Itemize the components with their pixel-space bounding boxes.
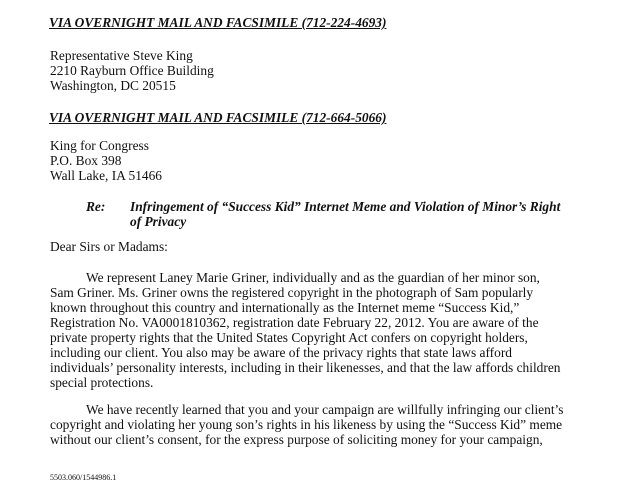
recipient-street: 2210 Rayburn Office Building <box>50 63 214 78</box>
paragraph-line: We have recently learned that you and your campaign are willfully infringing our client’s <box>86 402 564 417</box>
paragraph-line: special protections. <box>50 375 154 390</box>
subject-text-line: of Privacy <box>130 214 187 229</box>
paragraph-line: copyright and violating her young son’s rights in his likeness by using the “Success Kid” meme <box>50 417 563 432</box>
delivery-header-2: VIA OVERNIGHT MAIL AND FACSIMILE (712-664-5066) <box>49 110 387 125</box>
paragraph-line: including our client. You also may be aware of the privacy rights that state laws afford <box>50 345 512 360</box>
paragraph-line: Registration No. VA0001810362, registration date February 22, 2012. You are aware of the <box>50 315 539 330</box>
document-id-footer: 5503.060/1544986.1 <box>50 473 117 482</box>
paragraph-line: without our client’s consent, for the express purpose of soliciting money for your campaign, <box>50 432 543 447</box>
salutation: Dear Sirs or Madams: <box>50 239 168 254</box>
recipient-name: King for Congress <box>50 138 149 153</box>
subject-label: Re: <box>86 199 106 214</box>
paragraph-line: known throughout this country and internationally as the Internet meme “Success Kid,” <box>50 300 520 315</box>
paragraph-line: We represent Laney Marie Griner, individually and as the guardian of her minor son, <box>86 270 540 285</box>
subject-text-line: Infringement of “Success Kid” Internet Meme and Violation of Minor’s Right <box>130 199 561 214</box>
paragraph-line: private property rights that the United States Copyright Act confers on copyright holders, <box>50 330 528 345</box>
paragraph-line: individuals’ personality interests, including in their likenesses, and that the law affords children <box>50 360 561 375</box>
recipient-street: P.O. Box 398 <box>50 153 122 168</box>
recipient-name: Representative Steve King <box>50 48 193 63</box>
recipient-city: Wall Lake, IA 51466 <box>50 168 162 183</box>
recipient-city: Washington, DC 20515 <box>50 78 176 93</box>
paragraph-line: Sam Griner. Ms. Griner owns the registered copyright in the photograph of Sam popularly <box>50 285 534 300</box>
delivery-header-1: VIA OVERNIGHT MAIL AND FACSIMILE (712-224-4693) <box>49 15 387 30</box>
